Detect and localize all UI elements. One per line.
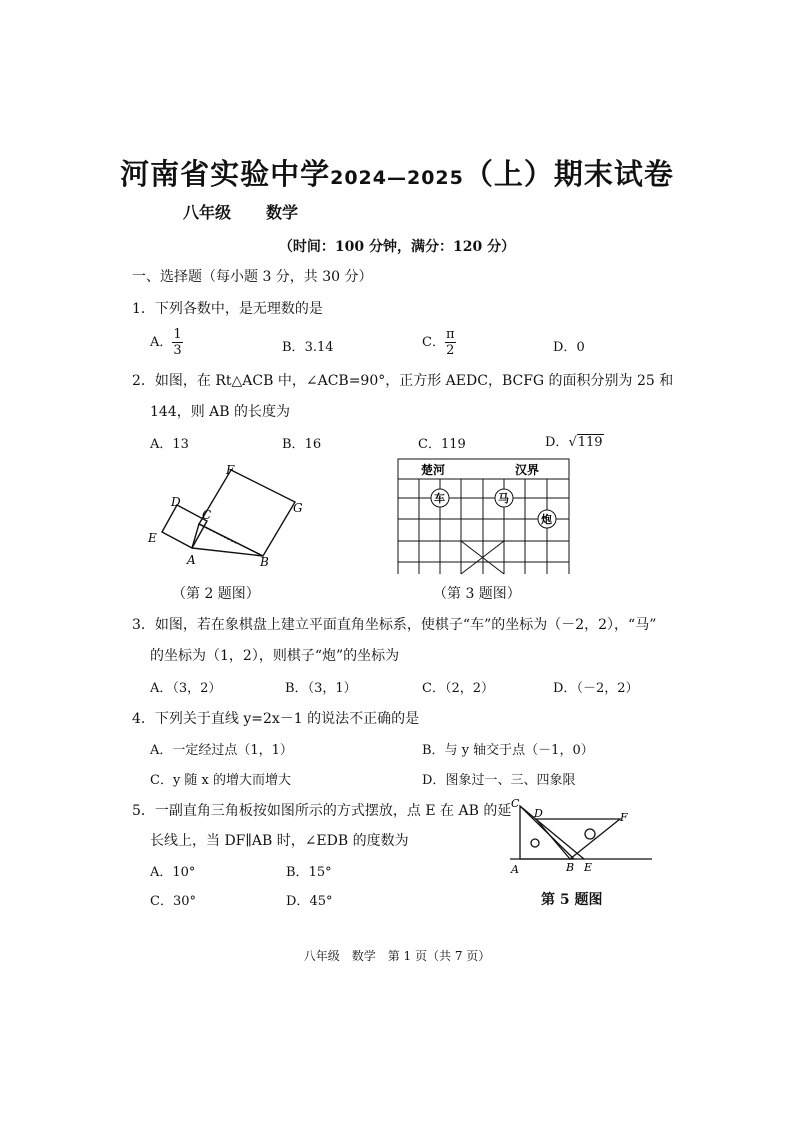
label-e: E	[584, 861, 593, 874]
question-3-line2: 的坐标为（1，2），则棋子“炮”的坐标为	[150, 648, 400, 664]
piece-ma-label: 马	[498, 492, 509, 505]
question-5-line2: 长线上，当 DF∥AB 时，∠EDB 的度数为	[150, 833, 409, 849]
figure-5	[508, 795, 654, 879]
option-value: （3，1）	[307, 681, 357, 696]
denominator: 2	[446, 343, 455, 358]
option-value: 0	[576, 340, 585, 355]
piece-che-label: 车	[434, 492, 445, 505]
option-label: C．	[418, 437, 441, 452]
q4-option-c	[150, 769, 291, 788]
label-e: E	[148, 531, 157, 545]
option-value: 图象过一、三、四象限	[445, 773, 576, 788]
option-label: A．	[150, 335, 173, 350]
numerator: 1	[173, 327, 182, 342]
option-value: 119	[440, 437, 466, 452]
page-title	[0, 152, 794, 193]
denominator: 3	[173, 343, 182, 358]
option-value: 45°	[309, 894, 333, 909]
label-b: B	[260, 555, 269, 569]
option-value: 一定经过点（1，1）	[172, 743, 293, 758]
option-value: 30°	[172, 894, 196, 909]
fraction	[445, 327, 456, 358]
q2-option-a	[150, 433, 189, 452]
label-g: G	[293, 501, 303, 515]
piece-pao-label: 炮	[541, 513, 552, 526]
label-c: C	[511, 797, 520, 810]
option-label: B．	[285, 681, 308, 696]
figure-3-caption: （第 3 题图）	[433, 586, 521, 602]
q5-option-a	[150, 861, 195, 880]
option-value: 3.14	[304, 340, 334, 355]
question-4: 4．下列关于直线 y=2x－1 的说法不正确的是	[132, 711, 420, 727]
option-value: y 随 x 的增大而增大	[172, 773, 292, 788]
q2-option-d: D．√119	[545, 435, 603, 450]
q3-option-d	[553, 677, 638, 696]
option-value: 16	[304, 437, 322, 452]
figure-3	[395, 456, 573, 576]
triangle-hole-1	[531, 839, 539, 847]
label-b: B	[566, 861, 575, 874]
option-label: D．	[553, 340, 577, 355]
label-a: A	[511, 863, 519, 876]
section-heading: 一、选择题（每小题 3 分，共 30 分）	[132, 269, 373, 285]
figure-2-caption: （第 2 题图）	[172, 586, 260, 602]
river-left-label: 楚河	[421, 463, 446, 477]
option-label: B．	[282, 437, 305, 452]
label-a: A	[187, 553, 196, 567]
option-label: D．	[422, 773, 446, 788]
question-2-line1: 2．如图，在 Rt△ACB 中，∠ACB=90°，正方形 AEDC，BCFG 的面积分别为 25 和	[132, 373, 674, 389]
label-d: D	[534, 807, 543, 820]
question-5-line1: 5．一副直角三角板按如图所示的方式摆放，点 E 在 AB 的延	[132, 803, 512, 819]
q2-option-c	[418, 433, 466, 452]
option-value: （3，2）	[172, 681, 222, 696]
option-value: （－2，2）	[576, 681, 639, 696]
q5-option-b	[286, 861, 332, 880]
river-right-label: 汉界	[515, 463, 540, 477]
option-label: A．	[150, 743, 173, 758]
option-label: D．	[545, 435, 569, 450]
title-year: 2024—2025	[330, 167, 464, 189]
q1-option-b	[282, 336, 334, 355]
q1-option-c	[422, 327, 456, 358]
square-aedc	[162, 505, 207, 548]
label-c: C	[202, 508, 212, 522]
q4-option-b	[422, 739, 594, 758]
label-f: F	[226, 463, 235, 477]
option-label: C．	[150, 773, 173, 788]
option-value: 15°	[308, 865, 332, 880]
numerator: π	[445, 327, 455, 342]
question-1: 1．下列各数中，是无理数的是	[132, 301, 323, 317]
option-label: B．	[286, 865, 309, 880]
subject-label: 数学	[266, 203, 299, 222]
question-3-line1: 3．如图，若在象棋盘上建立平面直角坐标系，使棋子“车”的坐标为（－2，2），“马”	[132, 617, 657, 633]
square-bcfg	[199, 470, 295, 556]
option-value: 13	[172, 437, 189, 452]
q5-option-c	[150, 890, 196, 909]
q2-option-b	[282, 433, 321, 452]
q4-option-a	[150, 739, 293, 758]
label-d: D	[171, 495, 181, 509]
question-2-line2: 144，则 AB 的长度为	[150, 404, 291, 420]
option-value: 10°	[172, 865, 196, 880]
q5-option-d	[286, 890, 332, 909]
q3-option-b	[285, 677, 357, 696]
option-label: B．	[422, 743, 445, 758]
option-label: B．	[282, 340, 305, 355]
page-footer: 八年级 数学 第 1 页（共 7 页）	[303, 949, 491, 963]
option-label: C．	[422, 681, 445, 696]
grade-label: 八年级	[183, 203, 232, 222]
option-label: C．	[422, 335, 445, 350]
sqrt-radicand: 119	[577, 435, 603, 450]
fraction	[172, 327, 182, 358]
title-term: （上）期末试卷	[463, 157, 674, 191]
option-label: C．	[150, 894, 173, 909]
option-label: A．	[150, 865, 173, 880]
q3-option-c	[422, 677, 494, 696]
triangle-30-60	[536, 819, 620, 859]
option-label: D．	[553, 681, 577, 696]
figure-2	[140, 462, 320, 572]
title-school: 河南省实验中学	[120, 157, 331, 191]
q3-option-a	[150, 677, 221, 696]
line-ce	[520, 806, 584, 859]
label-f: F	[620, 811, 628, 824]
time-info: （时间：100 分钟，满分：120 分）	[278, 239, 516, 255]
option-value: 与 y 轴交于点（－1，0）	[444, 743, 594, 758]
option-label: A．	[150, 437, 173, 452]
option-label: D．	[286, 894, 310, 909]
option-label: A．	[150, 681, 173, 696]
figure-5-caption: 第 5 题图	[541, 892, 603, 908]
q1-option-a	[150, 327, 183, 358]
q4-option-d	[422, 769, 575, 788]
triangle-hole-2	[585, 829, 595, 839]
option-value: （2，2）	[444, 681, 494, 696]
q1-option-d	[553, 336, 585, 355]
